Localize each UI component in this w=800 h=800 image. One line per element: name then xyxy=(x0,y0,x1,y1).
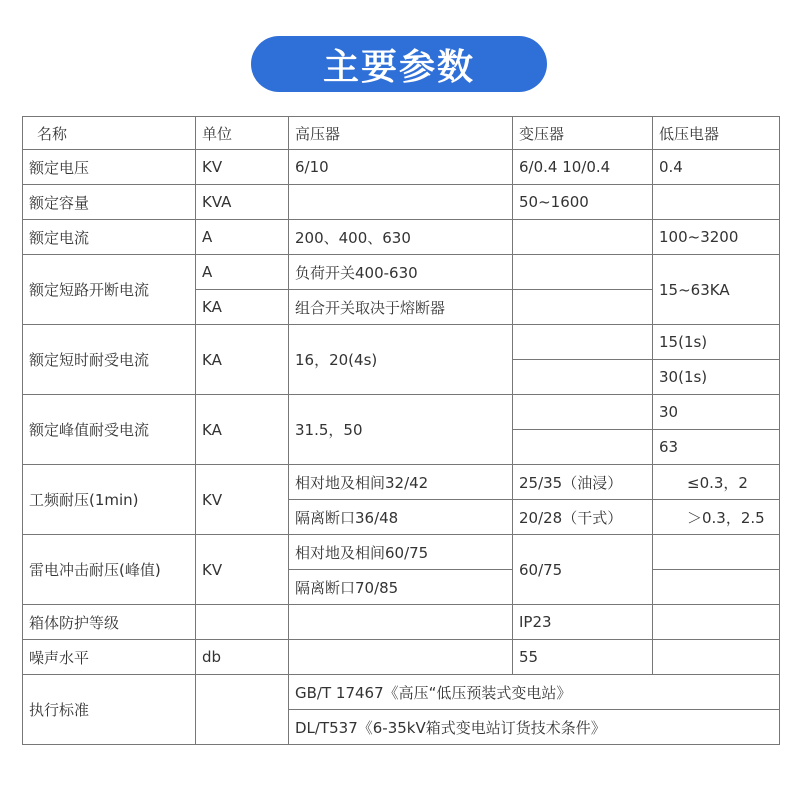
row-unit: KVA xyxy=(196,185,289,220)
row-low-value xyxy=(653,570,780,605)
table-row xyxy=(23,535,780,570)
row-high-value xyxy=(289,640,513,675)
row-high-value: 16，20(4s) xyxy=(289,325,513,395)
row-unit: A xyxy=(196,220,289,255)
row-transformer-value xyxy=(513,430,653,465)
row-low-value: 30 xyxy=(653,395,780,430)
row-high-value xyxy=(289,185,513,220)
row-name: 额定容量 xyxy=(23,185,196,220)
row-low-value: 30(1s) xyxy=(653,360,780,395)
row-low-value: 15~63KA xyxy=(653,255,780,325)
row-high-value: 负荷开关400-630 xyxy=(289,255,513,290)
row-high-value: 隔离断口70/85 xyxy=(289,570,513,605)
row-low-value xyxy=(653,605,780,640)
row-low-value: 15(1s) xyxy=(653,325,780,360)
header-transformer: 变压器 xyxy=(513,117,653,150)
row-unit xyxy=(196,675,289,745)
title-badge xyxy=(251,36,547,92)
row-transformer-value: 25/35（油浸） xyxy=(513,465,653,500)
row-unit: KA xyxy=(196,325,289,395)
row-transformer-value xyxy=(513,220,653,255)
table-row xyxy=(23,185,780,220)
table-row xyxy=(23,675,780,710)
table-row xyxy=(23,395,780,430)
row-high-value: 组合开关取决于熔断器 xyxy=(289,290,513,325)
row-low-value: ＞0.3，2.5 xyxy=(653,500,780,535)
row-high-value: 隔离断口36/48 xyxy=(289,500,513,535)
row-name: 噪声水平 xyxy=(23,640,196,675)
row-unit xyxy=(196,605,289,640)
header-high-voltage: 高压器 xyxy=(289,117,513,150)
row-unit: A xyxy=(196,255,289,290)
row-transformer-value: 60/75 xyxy=(513,535,653,605)
row-transformer-value xyxy=(513,290,653,325)
row-transformer-value: IP23 xyxy=(513,605,653,640)
row-transformer-value: 6/0.4 10/0.4 xyxy=(513,150,653,185)
row-low-value xyxy=(653,185,780,220)
row-high-value: 相对地及相间60/75 xyxy=(289,535,513,570)
row-unit: KA xyxy=(196,290,289,325)
row-transformer-value xyxy=(513,325,653,360)
row-high-value: 31.5，50 xyxy=(289,395,513,465)
standard-value: DL/T537《6-35kV箱式变电站订货技术条件》 xyxy=(289,710,780,745)
row-name: 额定电压 xyxy=(23,150,196,185)
table-row xyxy=(23,640,780,675)
row-transformer-value: 50~1600 xyxy=(513,185,653,220)
row-low-value: 63 xyxy=(653,430,780,465)
row-low-value xyxy=(653,640,780,675)
row-name: 额定短时耐受电流 xyxy=(23,325,196,395)
row-name: 额定电流 xyxy=(23,220,196,255)
row-name: 雷电冲击耐压(峰值) xyxy=(23,535,196,605)
row-low-value xyxy=(653,535,780,570)
row-high-value xyxy=(289,605,513,640)
row-name: 额定峰值耐受电流 xyxy=(23,395,196,465)
row-transformer-value xyxy=(513,395,653,430)
row-low-value: 100~3200 xyxy=(653,220,780,255)
row-low-value: 0.4 xyxy=(653,150,780,185)
table-row xyxy=(23,465,780,500)
header-unit: 单位 xyxy=(196,117,289,150)
row-transformer-value: 55 xyxy=(513,640,653,675)
row-unit: KV xyxy=(196,150,289,185)
row-low-value: ≤0.3，2 xyxy=(653,465,780,500)
row-unit: KV xyxy=(196,465,289,535)
row-high-value: 200、400、630 xyxy=(289,220,513,255)
header-row xyxy=(23,117,780,150)
row-high-value: 相对地及相间32/42 xyxy=(289,465,513,500)
table-row xyxy=(23,255,780,290)
row-unit: db xyxy=(196,640,289,675)
standard-value: GB/T 17467《高压“低压预装式变电站》 xyxy=(289,675,780,710)
row-unit: KV xyxy=(196,535,289,605)
row-name: 执行标准 xyxy=(23,675,196,745)
header-low-voltage: 低压电器 xyxy=(653,117,780,150)
row-name: 箱体防护等级 xyxy=(23,605,196,640)
header-name: 名称 xyxy=(23,117,196,150)
row-transformer-value: 20/28（干式） xyxy=(513,500,653,535)
page-title: 主要参数 xyxy=(322,46,475,88)
table-row xyxy=(23,325,780,360)
table-row xyxy=(23,220,780,255)
row-unit: KA xyxy=(196,395,289,465)
table-row xyxy=(23,605,780,640)
parameters-table xyxy=(22,116,780,745)
table-row xyxy=(23,150,780,185)
row-transformer-value xyxy=(513,255,653,290)
row-high-value: 6/10 xyxy=(289,150,513,185)
row-transformer-value xyxy=(513,360,653,395)
row-name: 额定短路开断电流 xyxy=(23,255,196,325)
row-name: 工频耐压(1min) xyxy=(23,465,196,535)
